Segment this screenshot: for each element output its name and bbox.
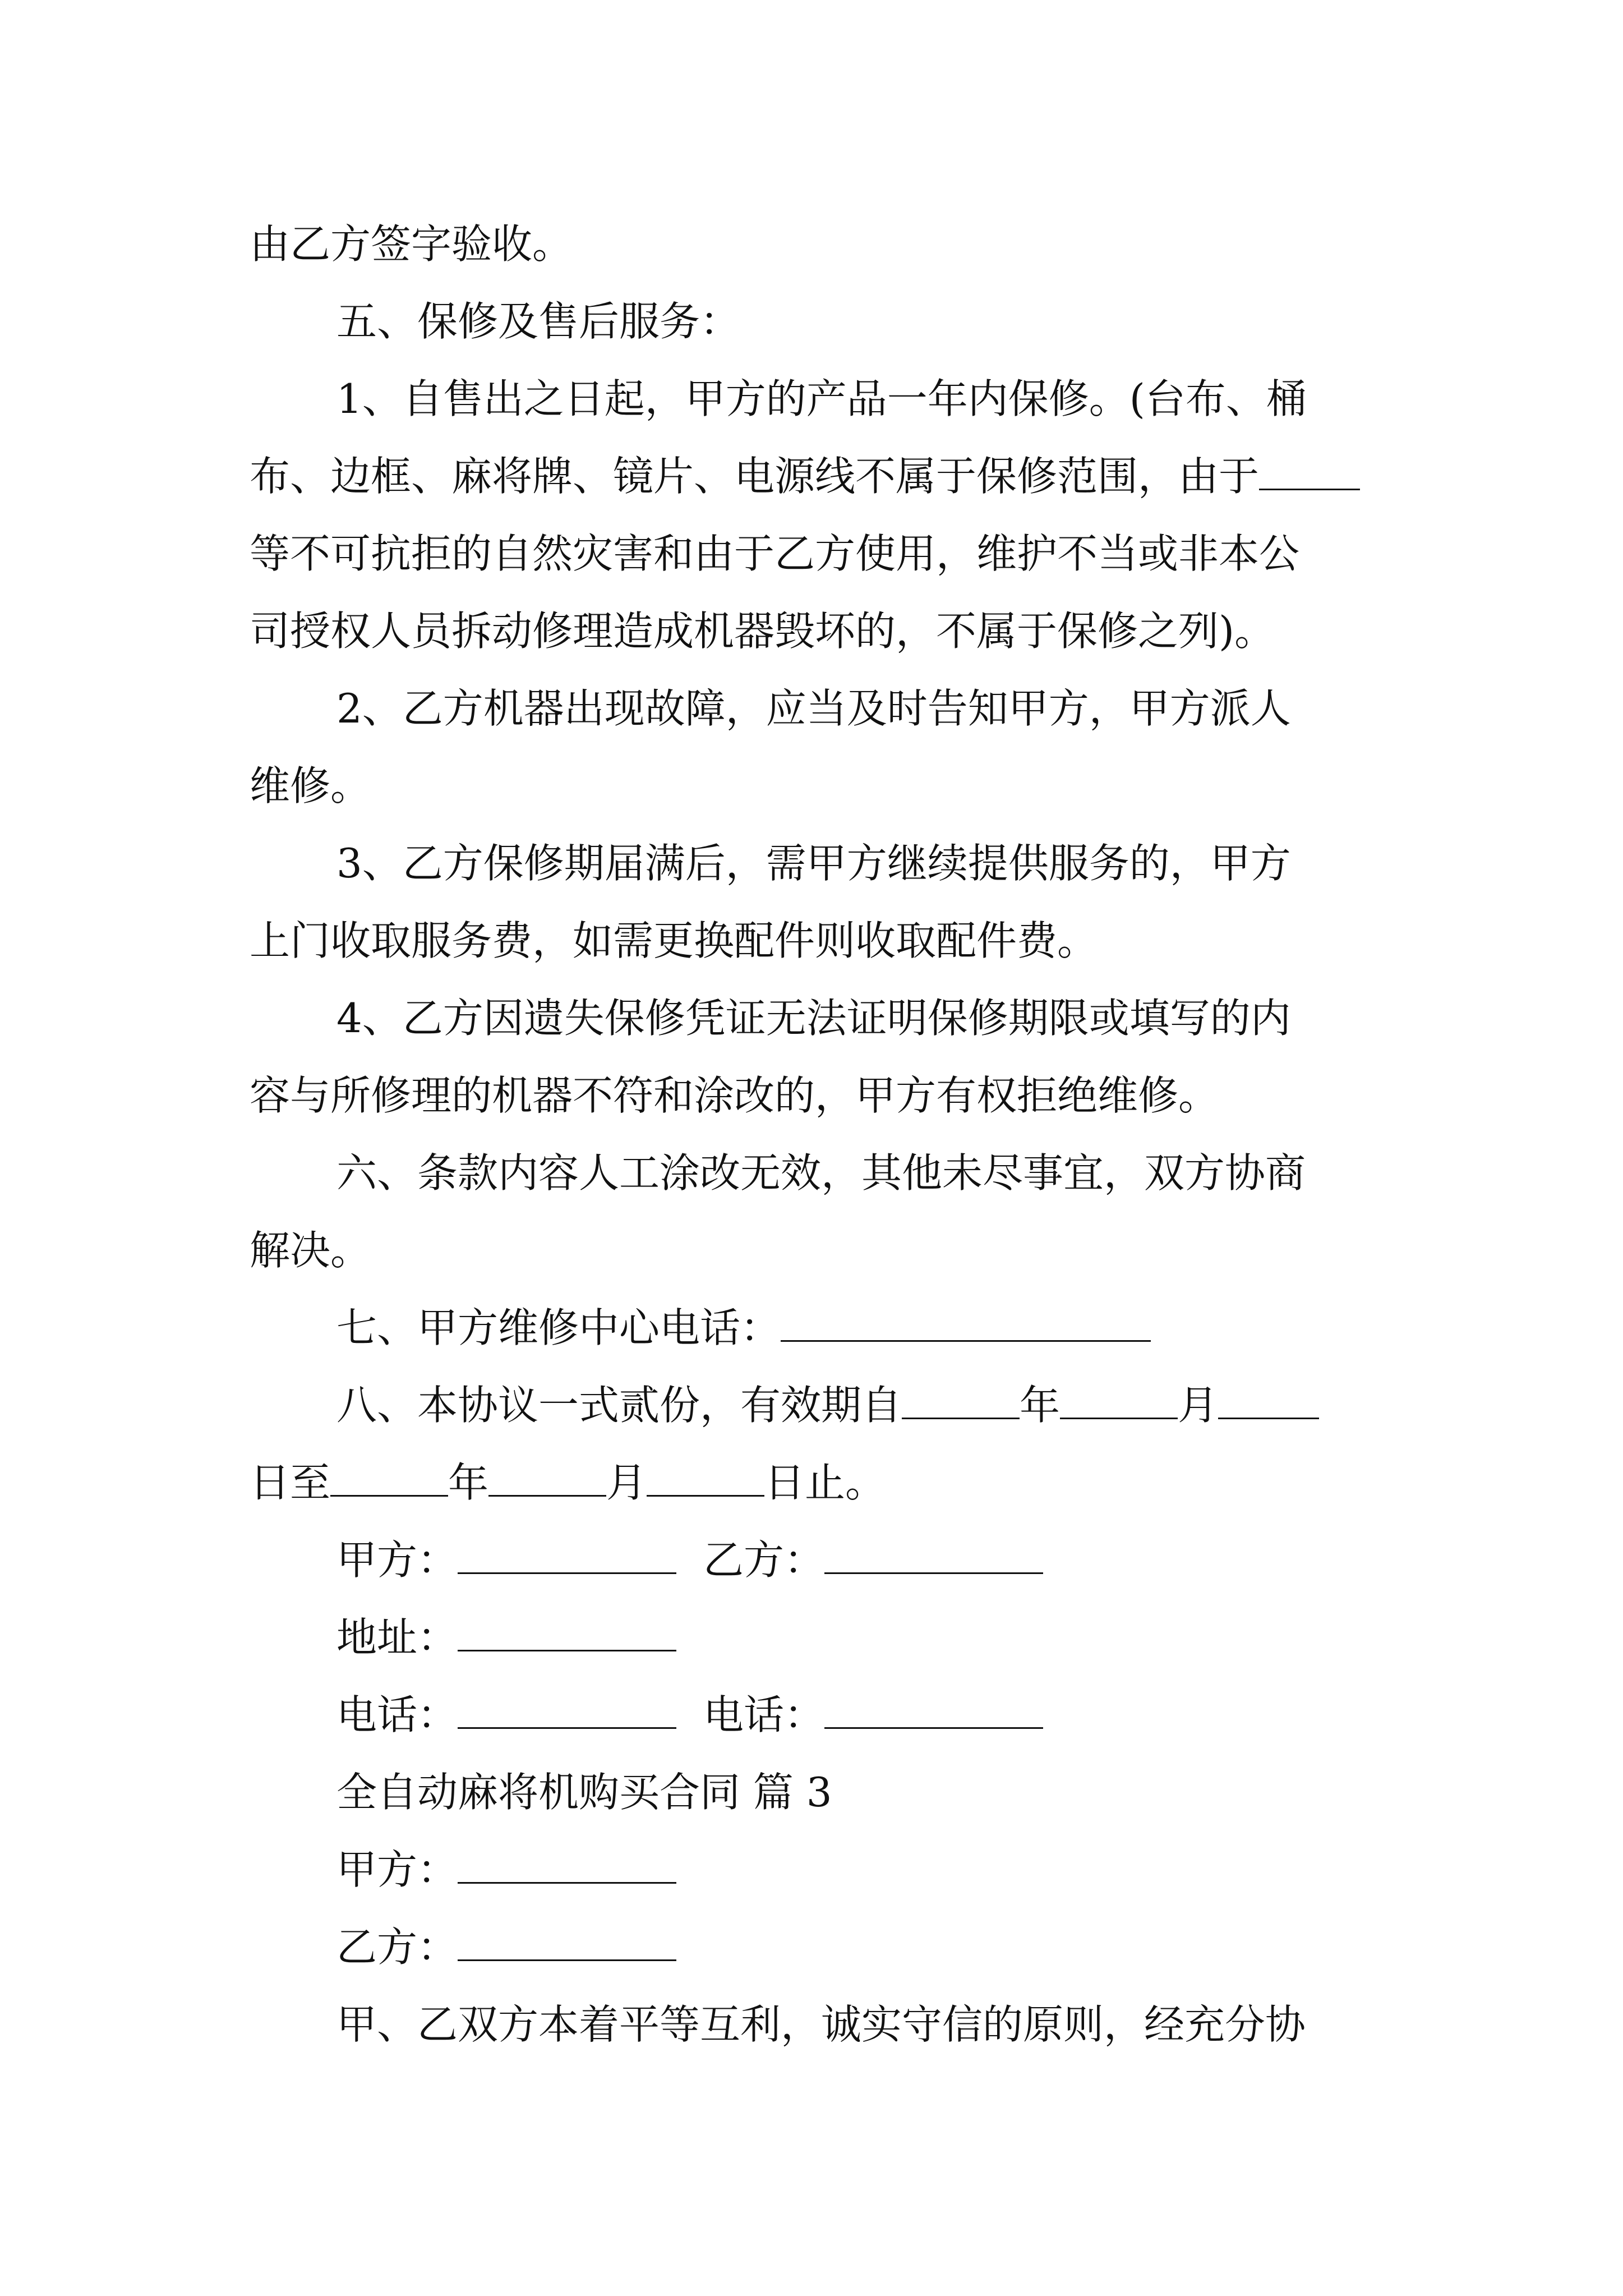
paragraph-text: 六、条款内容人工涂改无效，其他未尽事宜，双方协商 xyxy=(336,1149,1306,1197)
section-heading-warranty xyxy=(336,293,740,349)
address-line xyxy=(336,1609,676,1665)
year-label: 年 xyxy=(448,1459,489,1506)
text-line xyxy=(250,216,573,272)
paragraph-text: 由乙方签字验收。 xyxy=(250,220,573,268)
repair-phone-blank[interactable] xyxy=(781,1308,1151,1342)
party-a-line xyxy=(336,1842,676,1898)
text-line xyxy=(336,371,1307,427)
party-a-label: 甲方： xyxy=(336,1536,458,1584)
validity-end-line xyxy=(250,1455,886,1511)
month-label: 月 xyxy=(1178,1382,1219,1429)
label-text: 七、甲方维修中心电话： xyxy=(336,1304,781,1351)
text-line xyxy=(336,835,1291,891)
party-a-label: 甲方： xyxy=(336,1846,458,1893)
text-line xyxy=(250,603,1275,659)
paragraph-text: 上门收取服务费，如需更换配件则收取配件费。 xyxy=(250,917,1098,964)
phone-b-label: 电话： xyxy=(703,1691,825,1738)
repair-center-phone-line xyxy=(336,1300,1151,1356)
text-line xyxy=(336,990,1291,1046)
paragraph-text: 等不可抗拒的自然灾害和由于乙方使用，维护不当或非本公 xyxy=(250,530,1300,577)
address-label: 地址： xyxy=(336,1614,458,1661)
paragraph-text: 3、乙方保修期届满后，需甲方继续提供服务的，甲方 xyxy=(336,840,1291,887)
party-b-blank[interactable] xyxy=(824,1540,1043,1574)
signature-party-line xyxy=(336,1532,1043,1588)
start-month-blank[interactable] xyxy=(1060,1385,1178,1419)
address-blank[interactable] xyxy=(458,1617,676,1651)
paragraph-text: 容与所修理的机器不符和涂改的，甲方有权拒绝维修。 xyxy=(250,1072,1219,1119)
section-title-text: 全自动麻将机购买合同 篇 3 xyxy=(336,1769,832,1816)
phone-a-blank[interactable] xyxy=(458,1695,676,1729)
heading-text: 五、保修及售后服务： xyxy=(336,298,741,345)
paragraph-text: 日至 xyxy=(250,1459,331,1506)
paragraph-text: 1、自售出之日起，甲方的产品一年内保修。(台布、桶 xyxy=(336,375,1307,422)
validity-period-line xyxy=(336,1377,1319,1433)
start-day-blank[interactable] xyxy=(1218,1385,1319,1419)
party-b-name-blank[interactable] xyxy=(458,1927,676,1961)
text-line xyxy=(336,680,1291,737)
text-line xyxy=(250,913,1098,969)
text-line xyxy=(250,526,1299,582)
year-label: 年 xyxy=(1020,1382,1061,1429)
paragraph-text: 八、本协议一式贰份，有效期自 xyxy=(336,1382,902,1429)
paragraph-text: 维修。 xyxy=(250,762,371,809)
section-title xyxy=(336,1764,832,1820)
party-b-label: 乙方： xyxy=(336,1924,458,1971)
day-label: 日止。 xyxy=(764,1459,886,1506)
paragraph-text: 2、乙方机器出现故障，应当及时告知甲方，甲方派人 xyxy=(336,685,1291,732)
paragraph-text: 甲、乙双方本着平等互利，诚实守信的原则，经充分协 xyxy=(336,2001,1306,2048)
party-a-name-blank[interactable] xyxy=(458,1849,676,1884)
month-label: 月 xyxy=(606,1459,647,1506)
party-a-blank[interactable] xyxy=(458,1540,676,1574)
text-line xyxy=(250,1068,1219,1124)
phone-b-blank[interactable] xyxy=(824,1695,1043,1729)
end-month-blank[interactable] xyxy=(488,1462,606,1497)
party-b-label: 乙方： xyxy=(703,1536,825,1584)
party-b-line xyxy=(336,1919,676,1975)
paragraph-text: 司授权人员拆动修理造成机器毁坏的，不属于保修之列)。 xyxy=(250,608,1275,655)
text-line xyxy=(250,758,371,814)
paragraph-text: 4、乙方因遗失保修凭证无法证明保修期限或填写的内 xyxy=(336,995,1291,1042)
phone-line xyxy=(336,1687,1043,1743)
end-year-blank[interactable] xyxy=(330,1462,448,1497)
paragraph-text: 解决。 xyxy=(250,1227,371,1274)
paragraph-text: 布、边框、麻将牌、镜片、电源线不属于保修范围，由于 xyxy=(250,453,1260,500)
fill-in-blank[interactable] xyxy=(1259,456,1360,490)
text-line xyxy=(336,1145,1306,1201)
text-line xyxy=(250,448,1360,504)
phone-a-label: 电话： xyxy=(336,1691,458,1738)
start-year-blank[interactable] xyxy=(902,1385,1020,1419)
end-day-blank[interactable] xyxy=(647,1462,764,1497)
text-line xyxy=(250,1222,371,1278)
text-line xyxy=(336,1996,1306,2053)
